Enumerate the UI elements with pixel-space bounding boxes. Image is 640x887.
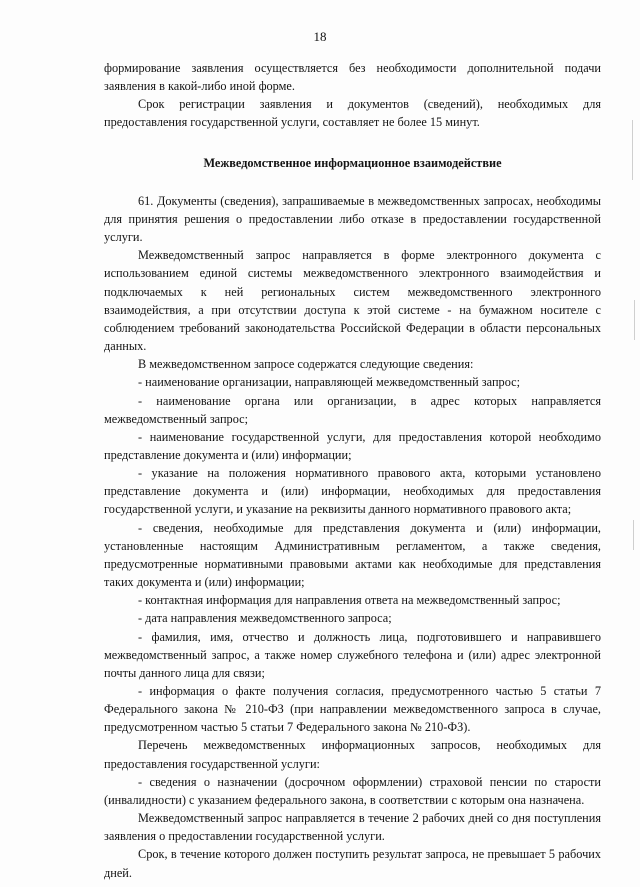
paragraph-61: 61. Документы (сведения), запрашиваемые в межведомственных запросах, необходимы для принятия решения о предоставлении либо отказе в предоставлении государственной услуги. [104,193,601,245]
list-item: - наименование организации, направляющей межведомственный запрос; [138,375,521,390]
list-item: - дата направления межведомственного запроса; [138,611,392,626]
paragraph-request-contents: В межведомственном запросе содержатся следующие сведения: [138,357,474,372]
list-item: - фамилия, имя, отчество и должность лица, подготовившего и направившего межведомственный запрос, а также номер служебного телефона и (или) адрес электронной почты данного лица для связи; [104,629,601,680]
list-item: - наименование органа или организации, в адрес которых направляется межведомственный запрос; [104,393,601,426]
list-item: - наименование государственной услуги, для предоставления которой необходимо представление документа и (или) информации; [104,429,601,462]
list-item: - сведения о назначении (досрочном оформлении) страховой пенсии по старости (инвалидности) с указанием федерального закона, в соответствии с которым она назначена. [104,774,601,807]
paragraph-request-deadline: Межведомственный запрос направляется в течение 2 рабочих дней со дня поступления заявления о предоставлении государственной услуги. [104,811,601,844]
scan-artifact [634,300,635,340]
list-item: - указание на положения нормативного правового акта, которыми установлено представление документа и (или) информации, необходимых для предоставления государственной услуги, и указание на реквизиты данного нормативного правового акта; [104,466,601,517]
paragraph-registration-term: Срок регистрации заявления и документов (сведений), необходимых для предоставления государственной услуги, составляет не более 15 минут. [104,97,601,130]
scan-artifact [632,120,633,180]
list-item: - контактная информация для направления ответа на межведомственный запрос; [138,593,561,608]
scan-artifact [633,520,634,550]
list-item: - информация о факте получения согласия, предусмотренного частью 5 статьи 7 Федерального закона № 210-ФЗ (при направлении межведомственного запроса в случае, предусмотренном частью 5 статьи 7 Федерального закона № 210-ФЗ). [104,684,601,735]
section-heading: Межведомственное информационное взаимодействие [203,155,502,170]
document-body [104,59,601,882]
paragraph-response-deadline: Срок, в течение которого должен поступить результат запроса, не превышает 5 рабочих дней. [104,847,601,880]
paragraph-requests-list: Перечень межведомственных информационных запросов, необходимых для предоставления государственной услуги: [104,738,601,771]
page-number: 18 [313,29,327,44]
paragraph-continuation: формирование заявления осуществляется без необходимости дополнительной подачи заявления в какой-либо иной форме. [104,61,601,94]
list-item: - сведения, необходимые для представления документа и (или) информации, установленные настоящим Административным регламентом, а также сведения, предусмотренные нормативными правовыми актами как необходимые для представления таких документа и (или) информации; [104,520,601,590]
paragraph-request-form: Межведомственный запрос направляется в форме электронного документа с использованием единой системы межведомственного электронного взаимодействия и подключаемых к ней региональных систем межведомственного электронного взаимодействия, а при отсутствии доступа к этой системе - на бумажном носителе с соблюдением требований законодательства Российской Федерации в области персональных данных. [104,248,601,354]
